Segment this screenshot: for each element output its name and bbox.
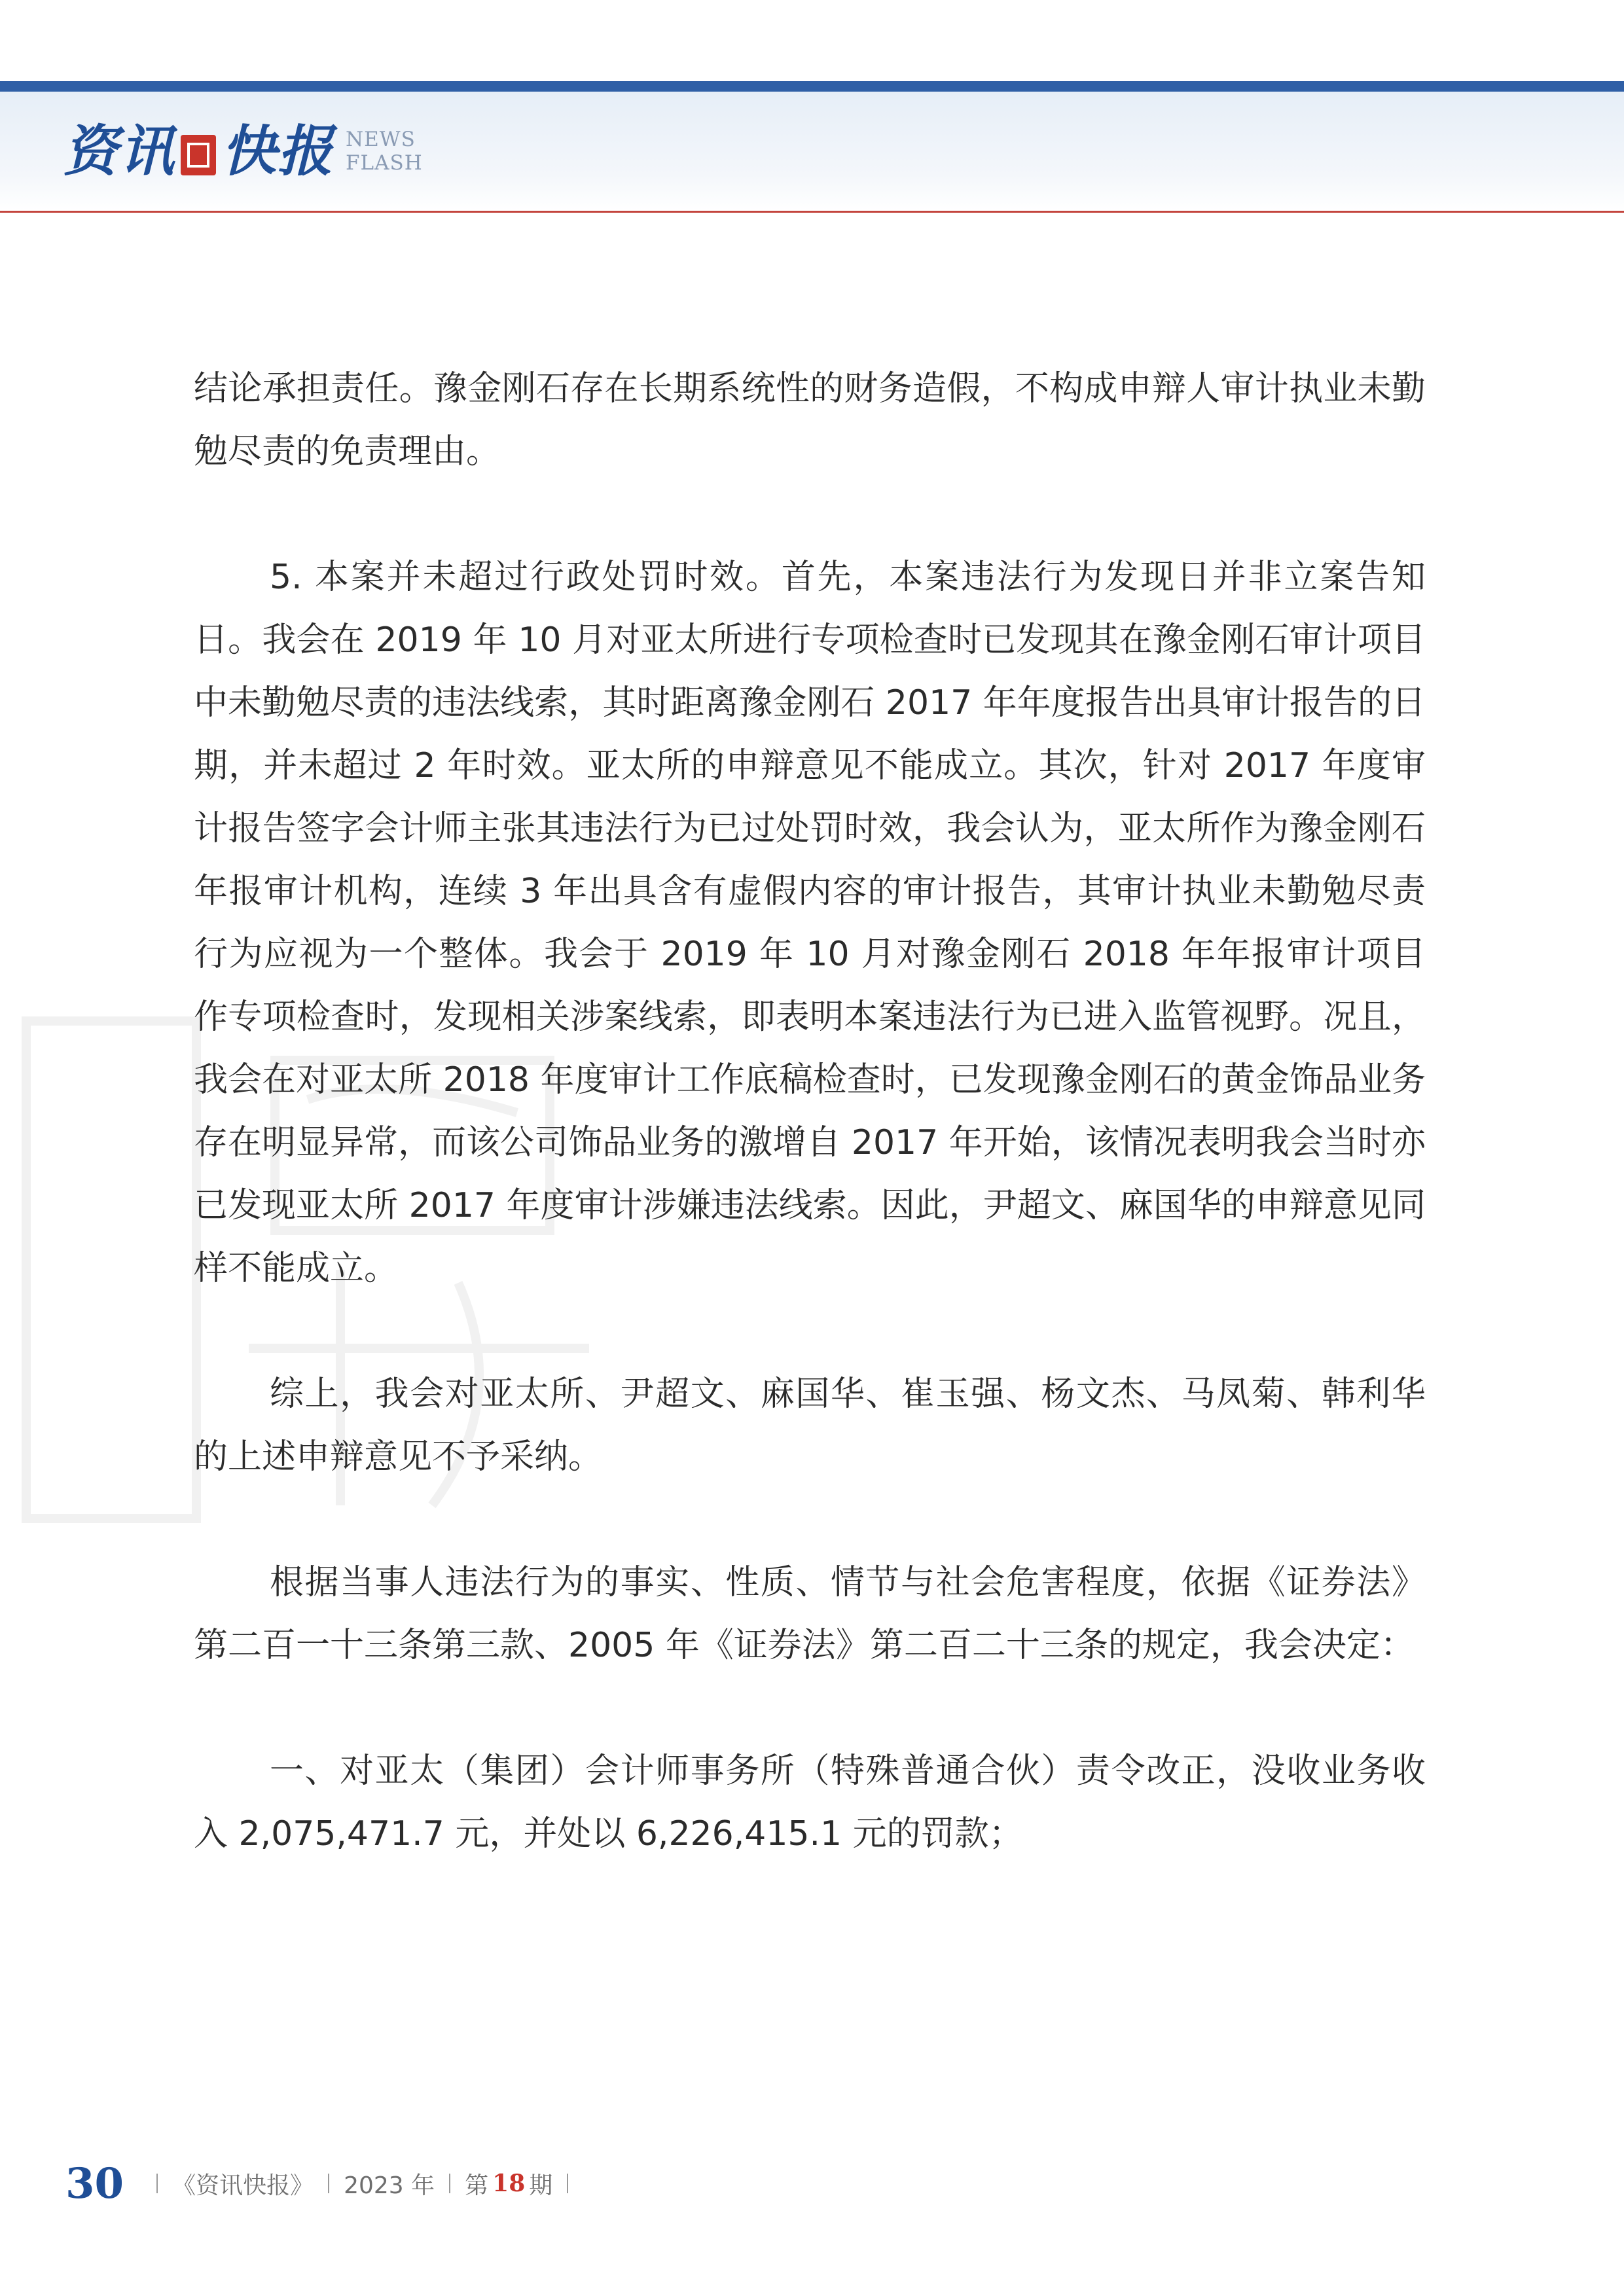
- footer-year: 2023 年: [344, 2172, 435, 2199]
- header-divider: [0, 211, 1624, 213]
- masthead-english-line1: NEWS: [346, 128, 416, 151]
- footer-publication: 《资讯快报》: [172, 2172, 314, 2199]
- top-accent-bar: [0, 81, 1624, 92]
- page-footer: [65, 2157, 583, 2210]
- seal-icon: [181, 135, 216, 175]
- masthead-title-left: 资讯: [63, 118, 176, 183]
- paragraph-decision-basis: 根据当事人违法行为的事实、性质、情节与社会危害程度，依据《证券法》第二百一十三条第三款、2005 年《证券法》第二百二十三条的规定，我会决定：: [194, 1563, 1426, 1665]
- footer-issue-prefix: 第: [465, 2172, 489, 2199]
- footer-separator: [567, 2174, 568, 2193]
- masthead-english-line2: FLASH: [346, 151, 423, 175]
- masthead-logo: [63, 115, 423, 187]
- page-number: 30: [65, 2159, 124, 2208]
- footer-separator: [449, 2174, 450, 2193]
- masthead-english: [346, 128, 423, 175]
- article-body: [194, 357, 1426, 1928]
- paragraph-continuation: 结论承担责任。豫金刚石存在长期系统性的财务造假，不构成申辩人审计执业未勤勉尽责的免责理由。: [194, 369, 1426, 471]
- footer-issue-suffix: 期: [529, 2172, 553, 2199]
- paragraph-statute-of-limitations: 5. 本案并未超过行政处罚时效。首先，本案违法行为发现日并非立案告知日。我会在 2019 年 10 月对亚太所进行专项检查时已发现其在豫金刚石审计项目中未勤勉尽责的违法线索，其时距离豫金刚石 2017 年年度报告出具审计报告的日期，并未超过 2 年时效。亚太所的申辩意见不能成立。其次，针对 2017 年度审计报告签字会计师主张其违法行为已过处罚时效，我会认为，亚太所作为豫金刚石年报审计机构，连续 3 年出具含有虚假内容的审计报告，其审计执业未勤勉尽责行为应视为一个整体。我会于 2019 年 10 月对豫金刚石 2018 年年报审计项目作专项检查时，发现相关涉案线索，即表明本案违法行为已进入监管视野。况且，我会在对亚太所 2018 年度审计工作底稿检查时，已发现豫金刚石的黄金饰品业务存在明显异常，而该公司饰品业务的激增自 2017 年开始，该情况表明我会当时亦已发现亚太所 2017 年度审计涉嫌违法线索。因此，尹超文、麻国华的申辩意见同样不能成立。: [194, 558, 1426, 1288]
- masthead-title-right: 快报: [221, 118, 334, 183]
- paragraph-penalty-item-1: 一、对亚太（集团）会计师事务所（特殊普通合伙）责令改正，没收业务收入 2,075,471.7 元，并处以 6,226,415.1 元的罚款；: [194, 1751, 1426, 1854]
- paragraph-conclusion: 综上，我会对亚太所、尹超文、麻国华、崔玉强、杨文杰、马凤菊、韩利华的上述申辩意见不予采纳。: [194, 1374, 1426, 1477]
- footer-separator: [328, 2174, 329, 2193]
- footer-issue-number: 18: [492, 2170, 526, 2197]
- footer-separator: [156, 2174, 158, 2193]
